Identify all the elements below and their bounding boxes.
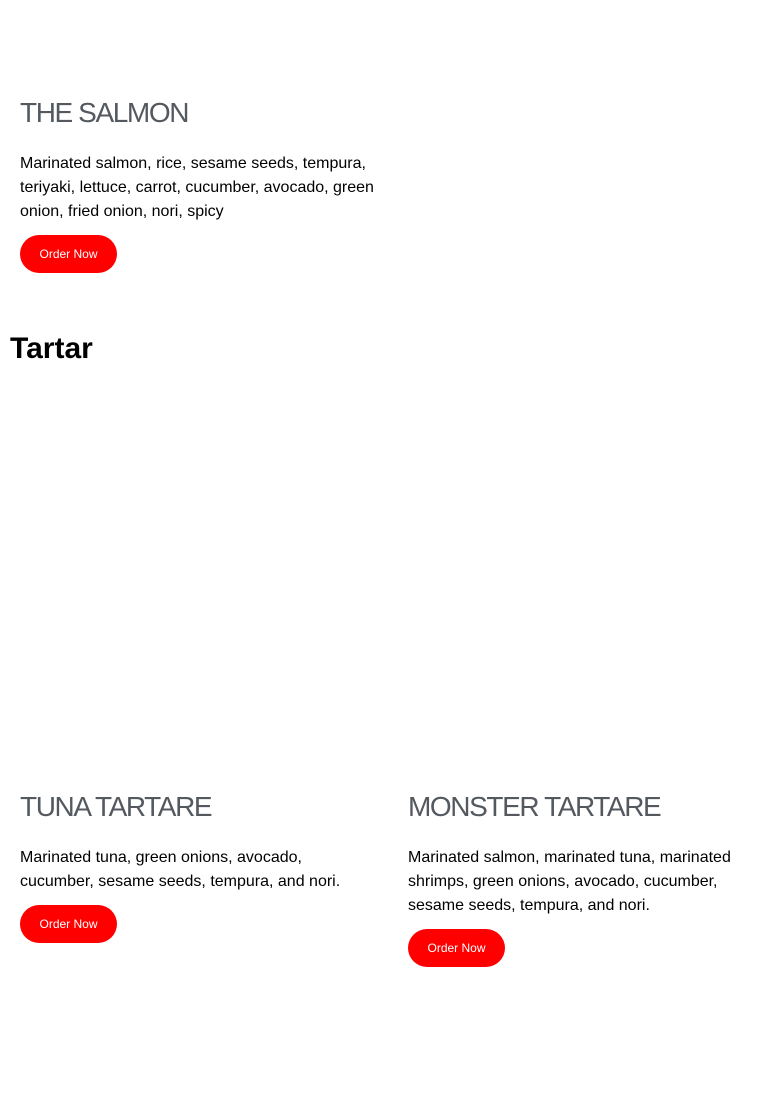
menu-item-description: Marinated tuna, green onions, avocado, cucumber, sesame seeds, tempura, and nori. xyxy=(20,849,341,890)
menu-card-the-salmon xyxy=(20,96,380,276)
menu-item-description: Marinated salmon, rice, sesame seeds, tempura, teriyaki, lettuce, carrot, cucumber, avocado, green onion, fried onion, nori, spicy xyxy=(20,155,374,220)
menu-card-monster-tartare xyxy=(408,790,748,970)
menu-item-title: TUNA TARTARE xyxy=(20,791,212,822)
order-now-button[interactable]: Order Now xyxy=(408,929,505,967)
order-now-button[interactable]: Order Now xyxy=(20,905,117,943)
menu-item-title: THE SALMON xyxy=(20,97,189,128)
menu-item-description: Marinated salmon, marinated tuna, marinated shrimps, green onions, avocado, cucumber, sesame seeds, tempura, and nori. xyxy=(408,849,731,914)
menu-item-title: MONSTER TARTARE xyxy=(408,791,661,822)
menu-card-tuna-tartare xyxy=(20,790,380,950)
tuna-tartare-image xyxy=(20,390,380,780)
order-now-button[interactable]: Order Now xyxy=(20,235,117,273)
section-heading-tartar: Tartar xyxy=(10,332,93,365)
monster-tartare-image xyxy=(408,390,748,780)
